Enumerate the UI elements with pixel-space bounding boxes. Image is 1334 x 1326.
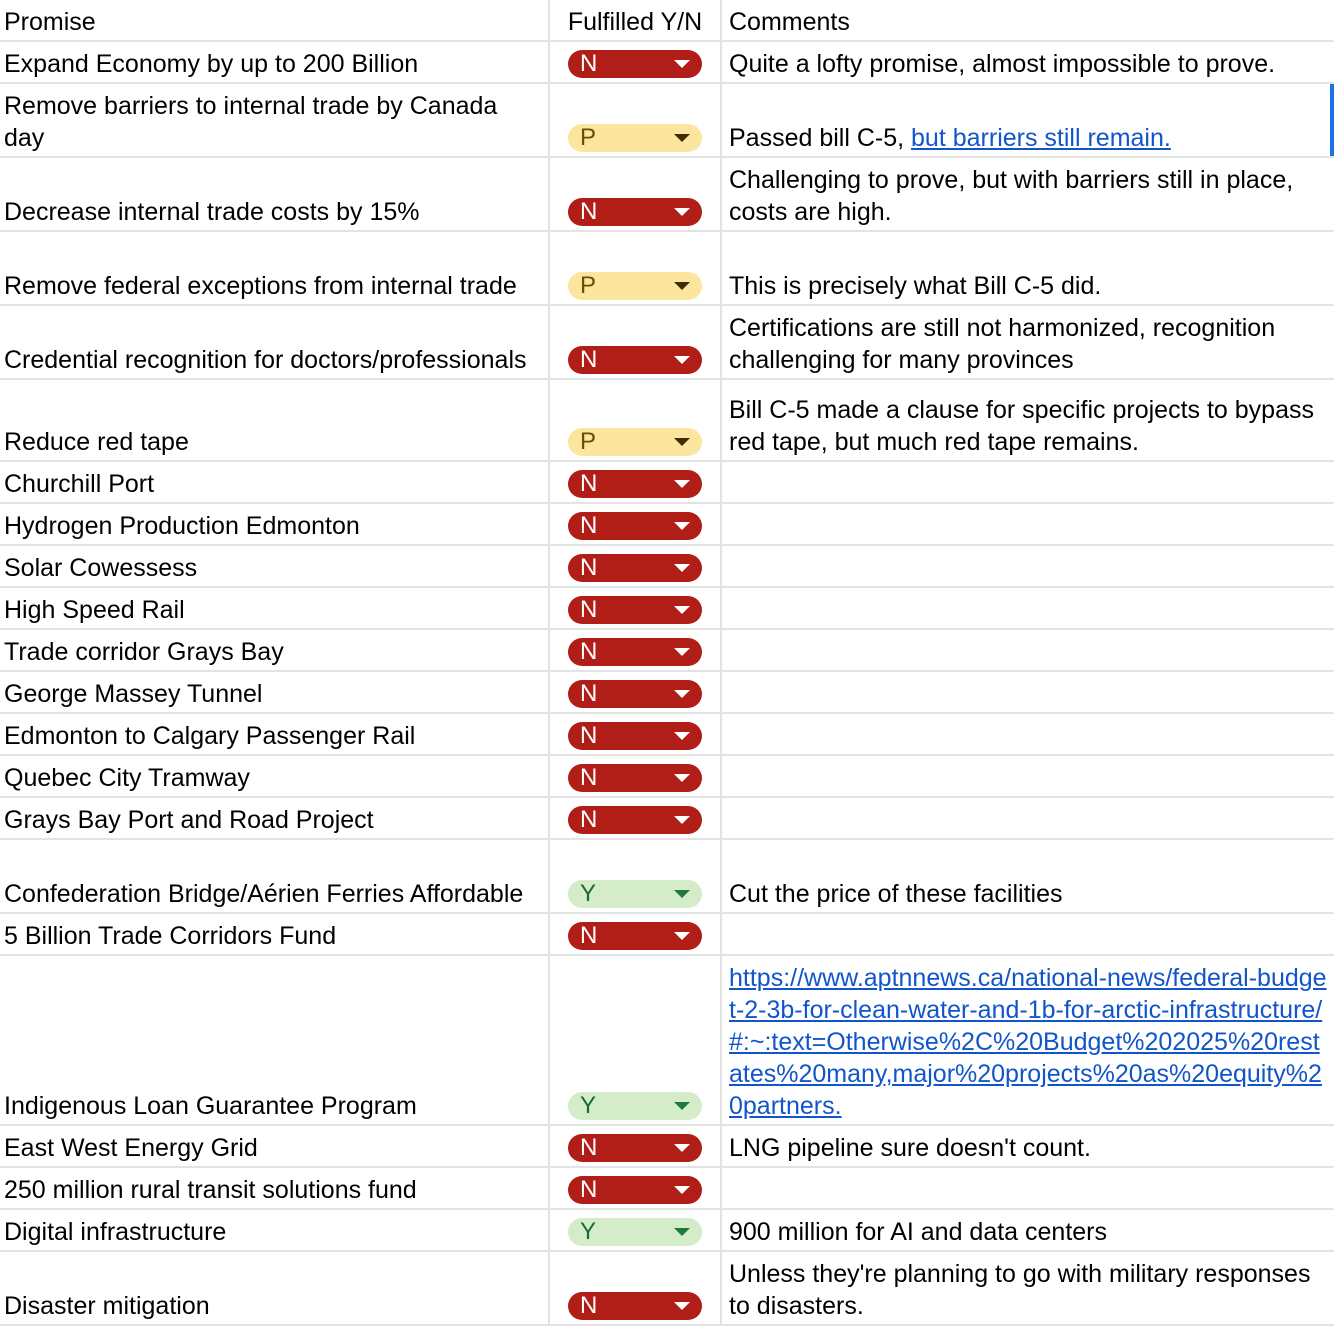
dropdown-arrow-icon[interactable]: [674, 1102, 690, 1110]
header-promise[interactable]: [0, 0, 550, 40]
status-value: N: [580, 1292, 598, 1319]
status-dropdown-chip[interactable]: [568, 1292, 702, 1320]
status-cell[interactable]: [550, 380, 722, 460]
status-value: N: [580, 50, 598, 77]
status-cell[interactable]: [550, 840, 722, 912]
promise-cell[interactable]: [0, 630, 550, 670]
promise-cell[interactable]: [0, 840, 550, 912]
status-value: Y: [580, 880, 597, 907]
status-dropdown-chip[interactable]: [568, 272, 702, 300]
promise-cell[interactable]: [0, 158, 550, 230]
status-cell[interactable]: [550, 914, 722, 954]
promise-text: Reduce red tape: [4, 428, 189, 456]
comment-cell[interactable]: [722, 756, 1334, 796]
promise-text: George Massey Tunnel: [4, 680, 263, 708]
comment-cell[interactable]: [722, 158, 1334, 230]
status-value: N: [580, 722, 598, 749]
table-row: [0, 672, 1334, 714]
dropdown-arrow-icon[interactable]: [674, 816, 690, 824]
promise-text: 250 million rural transit solutions fund: [4, 1176, 417, 1204]
status-cell[interactable]: [550, 158, 722, 230]
status-value: N: [580, 922, 598, 949]
comment-cell[interactable]: [722, 462, 1334, 502]
comment-cell[interactable]: [722, 914, 1334, 954]
status-value: N: [580, 764, 598, 791]
status-cell[interactable]: [550, 84, 722, 156]
dropdown-arrow-icon[interactable]: [674, 606, 690, 614]
status-value: N: [580, 198, 598, 225]
comment-content: [729, 962, 1328, 1122]
comment-cell[interactable]: [722, 1252, 1334, 1324]
table-row: [0, 306, 1334, 380]
status-value: N: [580, 806, 598, 833]
comment-text: Passed bill C-5,: [729, 124, 912, 152]
comment-content: [729, 122, 1328, 154]
dropdown-arrow-icon[interactable]: [674, 890, 690, 898]
status-dropdown-chip[interactable]: [568, 1092, 702, 1120]
promise-text: Churchill Port: [4, 470, 155, 498]
status-dropdown-chip[interactable]: [568, 428, 702, 456]
dropdown-arrow-icon[interactable]: [674, 1228, 690, 1236]
promise-cell[interactable]: [0, 956, 550, 1124]
status-cell[interactable]: [550, 504, 722, 544]
dropdown-arrow-icon[interactable]: [674, 480, 690, 488]
promise-text: High Speed Rail: [4, 596, 185, 624]
status-cell[interactable]: [550, 462, 722, 502]
table-row: [0, 1126, 1334, 1168]
table-row: [0, 714, 1334, 756]
status-cell[interactable]: [550, 1210, 722, 1250]
promise-text: Disaster mitigation: [4, 1292, 210, 1320]
dropdown-arrow-icon[interactable]: [674, 208, 690, 216]
promise-cell[interactable]: [0, 714, 550, 754]
status-dropdown-chip[interactable]: [568, 50, 702, 78]
comment-text: Quite a lofty promise, almost impossible to prove.: [729, 50, 1276, 78]
table-row: [0, 956, 1334, 1126]
status-cell[interactable]: [550, 756, 722, 796]
table-row: [0, 1168, 1334, 1210]
promise-cell[interactable]: [0, 84, 550, 156]
promise-cell[interactable]: [0, 798, 550, 838]
dropdown-arrow-icon[interactable]: [674, 60, 690, 68]
status-cell[interactable]: [550, 588, 722, 628]
comment-cell[interactable]: [722, 672, 1334, 712]
status-dropdown-chip[interactable]: [568, 922, 702, 950]
status-dropdown-chip[interactable]: [568, 638, 702, 666]
header-promise-label: Promise: [4, 8, 96, 36]
header-row: [0, 0, 1334, 42]
status-cell[interactable]: [550, 672, 722, 712]
table-row: [0, 588, 1334, 630]
header-comments[interactable]: [722, 0, 1334, 40]
comment-text: LNG pipeline sure doesn't count.: [729, 1134, 1091, 1162]
header-status-label: Fulfilled Y/N: [567, 8, 703, 36]
status-dropdown-chip[interactable]: [568, 680, 702, 708]
comment-cell[interactable]: [722, 546, 1334, 586]
comment-cell[interactable]: [722, 1210, 1334, 1250]
status-value: N: [580, 512, 598, 539]
promise-text: Grays Bay Port and Road Project: [4, 806, 374, 834]
promise-text: Trade corridor Grays Bay: [4, 638, 284, 666]
comment-cell[interactable]: [722, 42, 1334, 82]
status-value: N: [580, 680, 598, 707]
status-cell[interactable]: [550, 1168, 722, 1208]
table-row: [0, 798, 1334, 840]
status-dropdown-chip[interactable]: [568, 512, 702, 540]
status-value: N: [580, 638, 598, 665]
comment-content: [729, 1132, 1328, 1164]
status-value: Y: [580, 1092, 597, 1119]
table-row: [0, 232, 1334, 306]
promise-cell[interactable]: [0, 588, 550, 628]
promise-text: Remove federal exceptions from internal trade: [4, 272, 517, 300]
comment-text: This is precisely what Bill C-5 did.: [729, 272, 1102, 300]
status-dropdown-chip[interactable]: [568, 198, 702, 226]
table-row: [0, 158, 1334, 232]
promise-cell[interactable]: [0, 1252, 550, 1324]
status-value: Y: [580, 1218, 597, 1245]
comment-cell[interactable]: [722, 840, 1334, 912]
status-value: N: [580, 596, 598, 623]
promise-text: Edmonton to Calgary Passenger Rail: [4, 722, 416, 750]
dropdown-arrow-icon[interactable]: [674, 1144, 690, 1152]
comment-cell[interactable]: [722, 504, 1334, 544]
comment-content: [729, 270, 1328, 302]
status-cell[interactable]: [550, 1252, 722, 1324]
comment-cell[interactable]: [722, 1126, 1334, 1166]
comment-cell[interactable]: [722, 232, 1334, 304]
promise-cell[interactable]: [0, 546, 550, 586]
comment-content: [729, 878, 1328, 910]
dropdown-arrow-icon[interactable]: [674, 564, 690, 572]
comment-content: [729, 312, 1328, 376]
table-row: [0, 630, 1334, 672]
comment-text: Challenging to prove, but with barriers still in place, costs are high.: [729, 166, 1301, 226]
table-row: [0, 42, 1334, 84]
dropdown-arrow-icon[interactable]: [674, 774, 690, 782]
promise-text: 5 Billion Trade Corridors Fund: [4, 922, 337, 950]
promise-cell[interactable]: [0, 42, 550, 82]
status-value: P: [580, 428, 597, 455]
comment-text: Bill C-5 made a clause for specific projects to bypass red tape, but much red tape remains.: [729, 396, 1321, 456]
status-cell[interactable]: [550, 232, 722, 304]
dropdown-arrow-icon[interactable]: [674, 356, 690, 364]
dropdown-arrow-icon[interactable]: [674, 732, 690, 740]
dropdown-arrow-icon[interactable]: [674, 932, 690, 940]
comment-text: 900 million for AI and data centers: [729, 1218, 1108, 1246]
table-row: [0, 840, 1334, 914]
status-dropdown-chip[interactable]: [568, 1134, 702, 1162]
comment-content: [729, 1216, 1328, 1248]
promise-cell[interactable]: [0, 1168, 550, 1208]
promise-cell[interactable]: [0, 504, 550, 544]
table-row: [0, 504, 1334, 546]
promise-cell[interactable]: [0, 1126, 550, 1166]
table-row: [0, 380, 1334, 462]
status-dropdown-chip[interactable]: [568, 722, 702, 750]
status-value: P: [580, 272, 597, 299]
dropdown-arrow-icon[interactable]: [674, 522, 690, 530]
comment-content: [729, 48, 1328, 80]
comment-cell[interactable]: [722, 630, 1334, 670]
table-row: [0, 1210, 1334, 1252]
comment-content: [729, 1258, 1328, 1322]
comment-cell[interactable]: [722, 714, 1334, 754]
status-cell[interactable]: [550, 1126, 722, 1166]
table-row: [0, 756, 1334, 798]
promise-cell[interactable]: [0, 756, 550, 796]
promise-cell[interactable]: [0, 306, 550, 378]
dropdown-arrow-icon[interactable]: [674, 648, 690, 656]
dropdown-arrow-icon[interactable]: [674, 1302, 690, 1310]
table-row: [0, 84, 1334, 158]
comment-text: Cut the price of these facilities: [729, 880, 1063, 908]
promise-text: Expand Economy by up to 200 Billion: [4, 50, 419, 78]
status-dropdown-chip[interactable]: [568, 470, 702, 498]
promise-text: East West Energy Grid: [4, 1134, 258, 1162]
status-cell[interactable]: [550, 306, 722, 378]
promise-cell[interactable]: [0, 1210, 550, 1250]
promise-text: Confederation Bridge/Aérien Ferries Affordable: [4, 880, 524, 908]
comment-link[interactable]: but barriers still remain.: [911, 124, 1171, 152]
comment-content: [729, 164, 1328, 228]
promise-text: Quebec City Tramway: [4, 764, 250, 792]
status-dropdown-chip[interactable]: [568, 1176, 702, 1204]
status-dropdown-chip[interactable]: [568, 596, 702, 624]
dropdown-arrow-icon[interactable]: [674, 134, 690, 142]
status-dropdown-chip[interactable]: [568, 124, 702, 152]
comment-text: Unless they're planning to go with military responses to disasters.: [729, 1260, 1318, 1320]
comment-cell[interactable]: [722, 306, 1334, 378]
promise-text: Hydrogen Production Edmonton: [4, 512, 360, 540]
promise-text: Indigenous Loan Guarantee Program: [4, 1092, 417, 1120]
dropdown-arrow-icon[interactable]: [674, 438, 690, 446]
comment-content: [729, 394, 1328, 458]
comment-cell[interactable]: [722, 798, 1334, 838]
promise-text: Remove barriers to internal trade by Canada day: [4, 92, 498, 152]
comment-cell[interactable]: [722, 956, 1334, 1124]
status-value: N: [580, 346, 598, 373]
status-value: N: [580, 554, 598, 581]
status-cell[interactable]: [550, 798, 722, 838]
header-comments-label: Comments: [729, 8, 850, 36]
promise-text: Digital infrastructure: [4, 1218, 227, 1246]
status-dropdown-chip[interactable]: [568, 554, 702, 582]
status-cell[interactable]: [550, 546, 722, 586]
status-value: N: [580, 1176, 598, 1203]
status-dropdown-chip[interactable]: [568, 880, 702, 908]
dropdown-arrow-icon[interactable]: [674, 690, 690, 698]
promise-cell[interactable]: [0, 672, 550, 712]
cell-selection-indicator: [1330, 84, 1334, 156]
promise-cell[interactable]: [0, 462, 550, 502]
dropdown-arrow-icon[interactable]: [674, 1186, 690, 1194]
status-cell[interactable]: [550, 714, 722, 754]
promise-cell[interactable]: [0, 232, 550, 304]
promise-text: Credential recognition for doctors/professionals: [4, 346, 527, 374]
table-row: [0, 1252, 1334, 1326]
promise-cell[interactable]: [0, 380, 550, 460]
status-dropdown-chip[interactable]: [568, 764, 702, 792]
table-row: [0, 462, 1334, 504]
comment-link[interactable]: https://www.aptnnews.ca/national-news/federal-budget-2-3b-for-clean-water-and-1b-for-arctic-infrastructure/#:~:text=Otherwise%2C%20Budget%202025%20restates%20many,major%20projects%20as%20equity%20partners.: [729, 964, 1327, 1120]
promise-text: Decrease internal trade costs by 15%: [4, 198, 420, 226]
table-row: [0, 914, 1334, 956]
status-value: P: [580, 124, 597, 151]
status-dropdown-chip[interactable]: [568, 806, 702, 834]
comment-cell[interactable]: [722, 1168, 1334, 1208]
status-cell[interactable]: [550, 42, 722, 82]
status-dropdown-chip[interactable]: [568, 346, 702, 374]
status-value: N: [580, 1134, 598, 1161]
header-status[interactable]: [550, 0, 722, 40]
status-cell[interactable]: [550, 630, 722, 670]
status-value: N: [580, 470, 598, 497]
comment-cell[interactable]: [722, 84, 1334, 156]
dropdown-arrow-icon[interactable]: [674, 282, 690, 290]
promise-cell[interactable]: [0, 914, 550, 954]
comment-cell[interactable]: [722, 380, 1334, 460]
status-dropdown-chip[interactable]: [568, 1218, 702, 1246]
comment-text: Certifications are still not harmonized, recognition challenging for many provinces: [729, 314, 1283, 374]
status-cell[interactable]: [550, 956, 722, 1124]
comment-cell[interactable]: [722, 588, 1334, 628]
table-row: [0, 546, 1334, 588]
promise-text: Solar Cowessess: [4, 554, 198, 582]
